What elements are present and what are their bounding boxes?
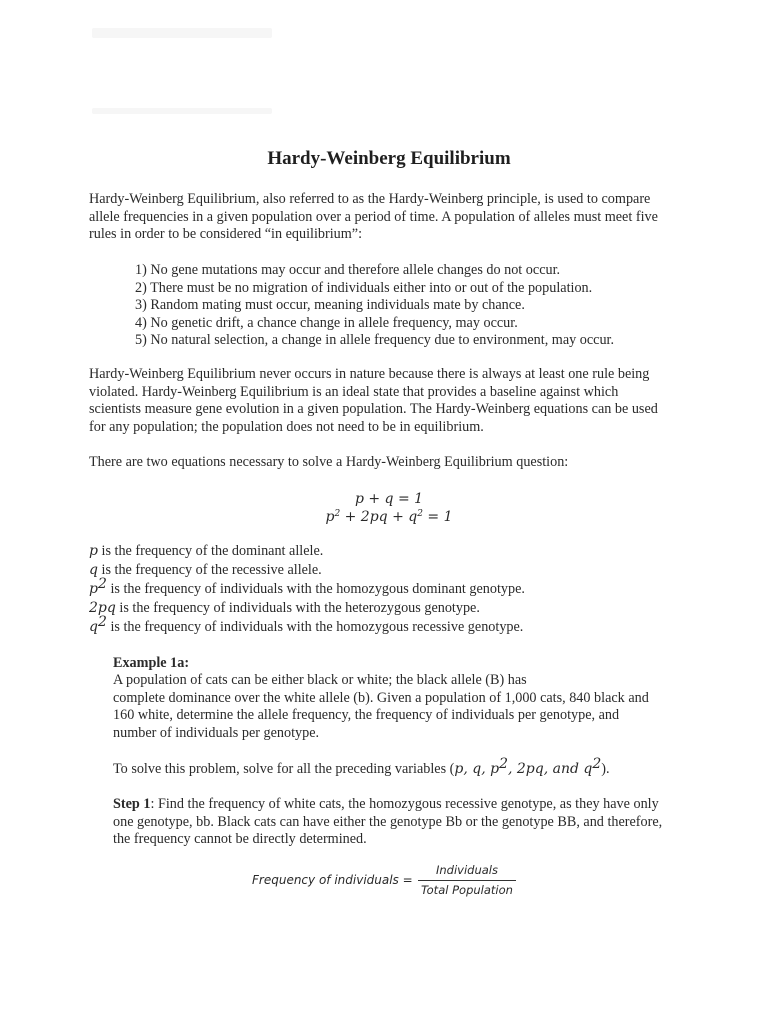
- para2-line-2: violated. Hardy-Weinberg Equilibrium is an ideal state that provides a baseline against which: [89, 383, 619, 400]
- definition-row: 2pq is the frequency of individuals with the heterozygous genotype.: [89, 600, 480, 616]
- step-1-line-1: Step 1: Find the frequency of white cats, the homozygous recessive genotype, as they have only: [113, 796, 659, 812]
- hardy-weinberg-equations: [89, 490, 689, 526]
- formula-denominator: Total Population: [421, 883, 513, 897]
- rule-item: 4) No genetic drift, a chance change in allele frequency, may occur.: [135, 314, 518, 331]
- fraction-bar: [418, 880, 516, 882]
- rule-item: 2) There must be no migration of individuals either into or out of the population.: [135, 279, 593, 296]
- formula-lhs: Frequency of individuals =: [252, 873, 413, 887]
- definition-row: $p^2$ is the frequency of individuals with the homozygous dominant genotype.: [89, 576, 525, 597]
- faded-subheader-line: [92, 108, 272, 114]
- rule-item: 5) No natural selection, a change in allele frequency due to environment, may occur.: [135, 332, 615, 348]
- intro-line-1: Hardy-Weinberg Equilibrium, also referred to as the Hardy-Weinberg principle, is used to compare: [89, 191, 651, 207]
- formula-fraction: [418, 862, 516, 898]
- equilibrium-explanation-paragraph: [89, 366, 689, 436]
- example-heading: Example 1a:: [113, 655, 190, 671]
- rule-item: 3) Random mating must occur, meaning individuals mate by chance.: [135, 297, 525, 313]
- rule-item: 1) No gene mutations may occur and therefore allele changes do not occur.: [135, 262, 561, 278]
- para2-line-4: for any population; the population does not need to be in equilibrium.: [89, 418, 484, 435]
- para2-line-3: scientists measure gene evolution in a given population. The Hardy-Weinberg equations can be used: [89, 401, 658, 417]
- example-line-3: 160 white, determine the allele frequency, the frequency of individuals per genotype, and: [113, 707, 620, 723]
- variable-definitions: [89, 543, 689, 638]
- intro-line-3: rules in order to be considered “in equilibrium”:: [89, 226, 363, 242]
- page-title: Hardy-Weinberg Equilibrium: [267, 148, 511, 169]
- definition-row: p is the frequency of the dominant allele.: [89, 543, 324, 559]
- example-line-2: complete dominance over the white allele (b). Given a population of 1,000 cats, 840 black and: [113, 689, 649, 706]
- example-problem: [113, 672, 689, 742]
- step-1-label: Step 1: [113, 796, 151, 812]
- equation-allele-sum: p + q = 1: [354, 491, 424, 507]
- equation-genotype-sum: $p^2 + 2pq + q^2 = 1$: [325, 509, 453, 525]
- definition-row: q is the frequency of the recessive allele.: [89, 562, 322, 578]
- equations-intro: There are two equations necessary to solve a Hardy-Weinberg Equilibrium question:: [89, 454, 569, 470]
- intro-paragraph: [89, 191, 689, 244]
- example-line-4: number of individuals per genotype.: [113, 724, 320, 741]
- step-1-line-2: one genotype, bb. Black cats can have either the genotype Bb or the genotype BB, and therefore,: [113, 813, 663, 830]
- equilibrium-rules-list: [135, 262, 614, 350]
- faded-header-line: [92, 28, 272, 38]
- example-line-1: A population of cats can be either black or white; the black allele (B) has: [113, 672, 527, 688]
- solve-instruction: To solve this problem, solve for all the preceding variables (p, q, $p^2$, 2pq, and $q^2$).: [113, 756, 610, 777]
- para2-line-1: Hardy-Weinberg Equilibrium never occurs in nature because there is always at least one rule being: [89, 366, 650, 382]
- definition-row: $q^2$ is the frequency of individuals with the homozygous recessive genotype.: [89, 614, 524, 635]
- step-1-line-3: the frequency cannot be directly determined.: [113, 831, 367, 847]
- step-1-paragraph: [113, 796, 689, 849]
- intro-line-2: allele frequencies in a given population over a period of time. A population of alleles must meet five: [89, 208, 658, 225]
- formula-numerator: Individuals: [436, 863, 498, 877]
